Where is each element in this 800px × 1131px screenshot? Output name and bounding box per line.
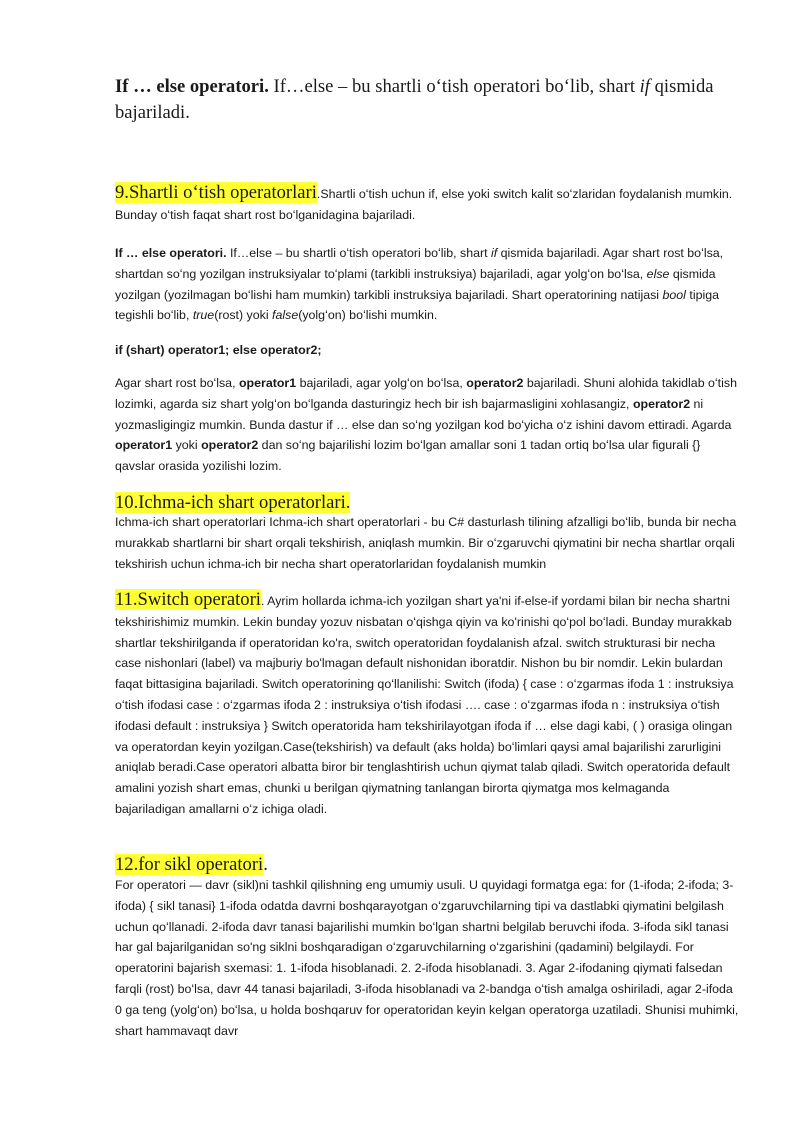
section9-paragraph-operators [115,373,740,477]
op-operator2-b: operator2 [632,396,691,411]
section10-body: Ichma-ich shart operatorlari Ichma-ich shart operatorlari - bu C# dasturlash tilining afzalligi boʻlib, bunda bir necha murakkab shartlarni bir shart orqali tekshirish, aniqlash mumkin. Bir oʻzgaruvchi qiymatini bir necha shartlar orqali tekshirish uchun ichma-ich bir necha shart operatorlaridan foydalanish mumkin [115,515,737,571]
ifelse-title: If … else operatori. [115,246,227,260]
ifelse-text-1: If…else – bu shartli oʻtish operatori boʻlib, shart [226,246,492,260]
op-text-5: yoki [172,438,202,453]
section12-heading-dot: . [263,854,268,875]
syntax-line [115,340,740,361]
ifelse-if-word: if [491,246,498,260]
section9-intro [115,183,740,226]
op-operator2-c: operator2 [201,438,259,453]
section9-paragraph-ifelse [115,243,740,326]
lead-paragraph [115,74,740,126]
section11-paragraph [115,590,740,820]
ifelse-false-word: false [272,308,299,323]
ifelse-true-word: true [192,308,215,323]
ifelse-text-5: (rost) yoki [214,308,273,323]
lead-text: If…else – bu shartli oʻtish operatori boʻlib, shart [268,76,640,97]
ifelse-else-word: else [646,266,670,281]
section11-heading: 11.Switch operatori [115,589,261,610]
ifelse-text-6: (yolgʻon) boʻlishi mumkin. [298,308,438,323]
op-text-6: dan soʻng bajarilishi lozim boʻlgan amallar soni 1 tadan ortiq boʻlsa ular figurali {} qavslar orasida yozilishi lozim. [115,438,701,474]
section12-body: For operatori — davr (sikl)ni tashkil qilishning eng umumiy usuli. U quyidagi formatga ega: for (1-ifoda; 2-ifoda; 3-ifoda) { sikl tanasi} 1-ifoda odatda davrni boshqarayotgan oʻzgaruvchilarning tipi va dastlabki qiymatini belgilash uchun qoʻllanadi. 2-ifoda davr tanasi bajarilishi mumkin boʻlgan shartni belgilab beruvchi ifoda. 3-ifoda sikl tanasi har gal bajarilganidan so'ng siklni boshqaradigan oʻzgaruvchilarning oʻzgarishini (qadamini) belgilaydi. For operatorini bajarish sxemasi: 1. 1-ifoda hisoblanadi. 2. 2-ifoda hisoblanadi. 3. Agar 2-ifodaning qiymati falsedan farqli (rost) boʻlsa, davr 44 tanasi bajariladi, 3-ifoda hisoblanadi va 2-bandga oʻtish amalga oshiriladi, agar 2-ifoda 0 ga teng (yolgʻon) boʻlsa, u holda boshqaruv for operatoridan keyin kelgan operatorga uzatiladi. Shunisi muhimki, shart hammavaqt davr [115,878,739,1038]
lead-if-word: if [639,76,650,97]
ifelse-text-2: qismida bajariladi. Agar shart rost boʻlsa, shartdan soʻng yozilgan instruksiyalar toʻplami (tarkibli instruksiya) bajariladi, agar yolgʻon boʻlsa, [115,246,724,281]
op-text-2: bajariladi, agar yolgʻon boʻlsa, [296,376,467,390]
section9-intro-text: .Shartli oʻtish uchun if, else yoki switch kalit soʻzlaridan foydalanish mumkin. Bunday oʻtish faqat shart rost boʻlganidagina bajariladi. [115,187,733,222]
section12-heading: 12.for sikl operatori [115,854,264,875]
section11-body: . Ayrim hollarda ichma-ich yozilgan shart ya'ni if-else-if yordami bilan bir necha shartni tekshirishimiz mumkin. Lekin bunday yozuv nisbatan oʻqishga qiyin va ko'rinishi qoʻpol boʻladi. Bunday murakkab shartlar tekshirilganda if operatoridan ko'ra, switch operatoridan foydalanish afzal. switch strukturasi bir necha case nishonlari (label) va majburiy bo'lmagan default nishonidan iboratdir. Nishon bu bir nomdir. Lekin bulardan faqat bittasigina bajariladi. Switch operatorining qoʻllanilishi: Switch (ifoda) { case : oʻzgarmas ifoda 1 : instruksiya oʻtish ifodasi case : oʻzgarmas ifoda 2 : instruksiya oʻtish ifodasi …. case : oʻzgarmas ifoda n : instruksiya oʻtish ifodasi default : instruksiya } Switch operatorida ham tekshirilayotgan ifoda if … else dagi kabi, ( ) orasiga olingan va operatordan keyin yozilgan.Case(tekshirish) va default (aks holda) boʻlimlari qaysi amal bajarilishi zarurligini aniqlab beradi.Case operatori albatta biror bir tenglashtirish uchun qiymat talab qiladi. Switch operatorida default amalini yozish shart emas, chunki u berilgan qiymatning tanlangan birorta qiymatga mos kelmaganda bajariladigan amallarni oʻz ichiga oladi. [115,594,734,816]
syntax-text: if (shart) operator1; else operator2; [115,343,322,357]
op-operator1: operator1 [238,376,297,390]
ifelse-text-4: tipiga tegishli boʻlib, [115,287,720,323]
section10-heading: 10.Ichma-ich shart operatorlari. [115,492,351,513]
op-text-1: Agar shart rost boʻlsa, [115,376,239,390]
op-text-3: bajariladi. Shuni alohida takidlab oʻtish lozimki, agarda siz shart yolgʻon boʻlganda dasturingiz hech bir ish bajarmasligini xohlasangiz, [115,376,737,411]
ifelse-text-3: qismida yozilgan (yozilmagan boʻlishi ham mumkin) tarkibli instruksiya bajariladi. Shart operatorining natijasi [115,266,716,302]
op-operator2: operator2 [466,376,524,390]
op-operator1-b: operator1 [115,438,173,453]
lead-text-end: qismida bajariladi. [115,76,714,123]
ifelse-bool-word: bool [662,287,686,302]
section12-heading-line [115,852,740,877]
lead-title: If … else operatori. [115,76,269,97]
section9-heading: 9.Shartli oʻtish operatorlari [115,182,317,203]
op-text-4: ni yozmasligingiz mumkin. Bunda dastur if … else dan soʻng yozilgan kod boʻyicha oʻz ishini davom ettiradi. Agarda [115,396,732,432]
